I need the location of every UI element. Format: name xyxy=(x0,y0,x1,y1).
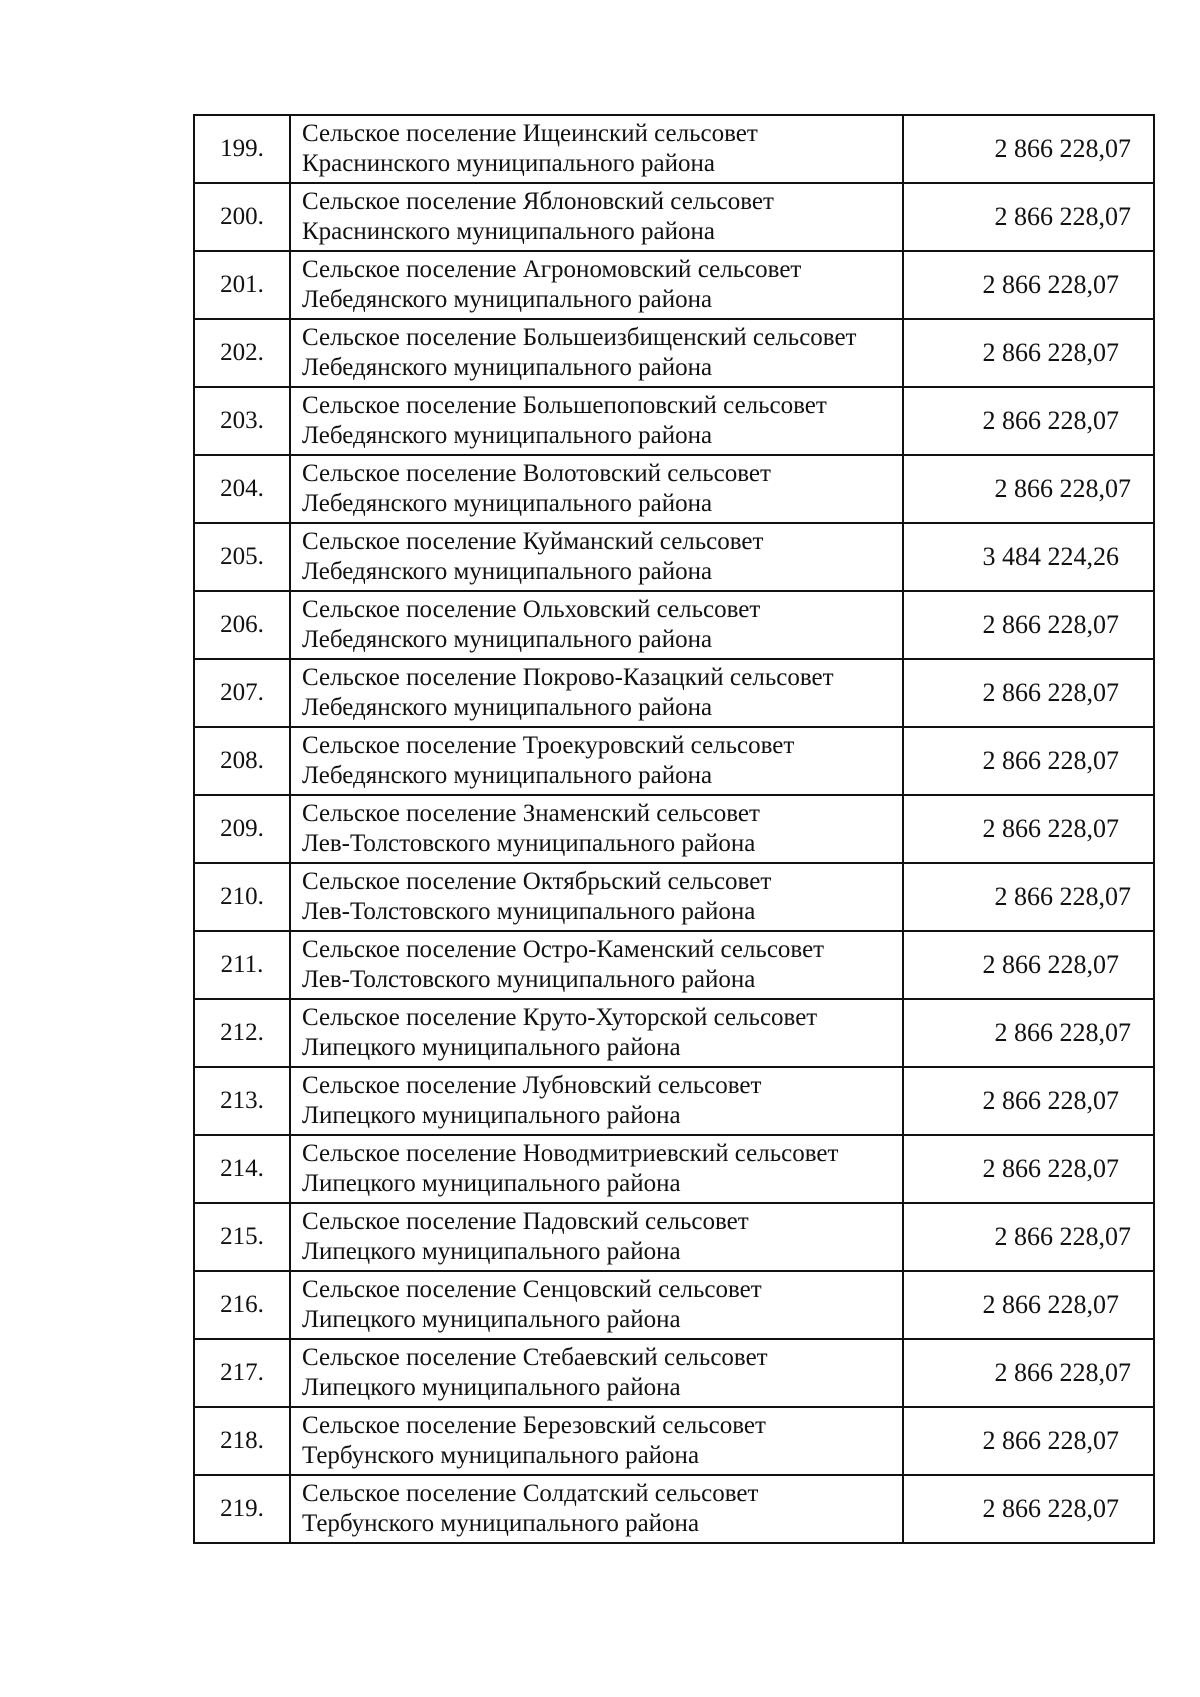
row-number: 216. xyxy=(194,1271,290,1339)
amount-cell: 2 866 228,07 xyxy=(903,183,1154,251)
settlement-district-line2: Лебедянского муниципального района xyxy=(302,490,713,517)
settlement-name-cell xyxy=(290,1067,903,1135)
settlement-name-cell xyxy=(290,1203,903,1271)
settlement-name-cell xyxy=(290,1135,903,1203)
settlement-name-cell xyxy=(290,523,903,591)
table-row xyxy=(194,727,1154,795)
settlement-name-cell xyxy=(290,591,903,659)
table-row xyxy=(194,591,1154,659)
settlement-name-line1: Сельское поселение Березовский сельсовет xyxy=(302,1412,766,1439)
amount-cell: 2 866 228,07 xyxy=(903,727,1154,795)
settlement-district-line2: Лев-Толстовского муниципального района xyxy=(302,898,756,925)
table-row xyxy=(194,1475,1154,1543)
amount-cell: 2 866 228,07 xyxy=(903,999,1154,1067)
row-number: 204. xyxy=(194,455,290,523)
amount-cell: 2 866 228,07 xyxy=(903,455,1154,523)
table-row xyxy=(194,183,1154,251)
settlement-name-cell xyxy=(290,319,903,387)
amount-cell: 2 866 228,07 xyxy=(903,1271,1154,1339)
row-number: 215. xyxy=(194,1203,290,1271)
table-row xyxy=(194,1339,1154,1407)
table-row xyxy=(194,863,1154,931)
table-body xyxy=(194,115,1154,1543)
settlement-district-line2: Липецкого муниципального района xyxy=(302,1374,681,1401)
row-number: 206. xyxy=(194,591,290,659)
settlement-district-line2: Лебедянского муниципального района xyxy=(302,626,713,653)
table-row xyxy=(194,1135,1154,1203)
row-number: 209. xyxy=(194,795,290,863)
settlement-name-cell xyxy=(290,183,903,251)
settlement-name-cell xyxy=(290,455,903,523)
settlement-name-cell xyxy=(290,387,903,455)
table-row xyxy=(194,1271,1154,1339)
amount-cell: 2 866 228,07 xyxy=(903,387,1154,455)
table-row xyxy=(194,999,1154,1067)
row-number: 211. xyxy=(194,931,290,999)
row-number: 205. xyxy=(194,523,290,591)
amount-cell: 2 866 228,07 xyxy=(903,1339,1154,1407)
settlement-district-line2: Лев-Толстовского муниципального района xyxy=(302,966,756,993)
settlement-name-line1: Сельское поселение Покрово-Казацкий сельсовет xyxy=(302,664,834,691)
table-row xyxy=(194,523,1154,591)
settlement-name-line1: Сельское поселение Стебаевский сельсовет xyxy=(302,1344,768,1371)
settlement-name-cell xyxy=(290,251,903,319)
settlement-name-cell xyxy=(290,1407,903,1475)
table-row xyxy=(194,1407,1154,1475)
settlement-district-line2: Липецкого муниципального района xyxy=(302,1306,681,1333)
settlement-district-line2: Лебедянского муниципального района xyxy=(302,354,713,381)
settlement-name-cell xyxy=(290,795,903,863)
amount-cell: 2 866 228,07 xyxy=(903,1407,1154,1475)
settlement-district-line2: Тербунского муниципального района xyxy=(302,1510,700,1537)
settlement-name-cell xyxy=(290,1475,903,1543)
amount-cell: 2 866 228,07 xyxy=(903,319,1154,387)
row-number: 218. xyxy=(194,1407,290,1475)
amount-cell: 2 866 228,07 xyxy=(903,1475,1154,1543)
table-row xyxy=(194,931,1154,999)
row-number: 210. xyxy=(194,863,290,931)
table-row xyxy=(194,795,1154,863)
table-row xyxy=(194,115,1154,183)
row-number: 219. xyxy=(194,1475,290,1543)
settlement-district-line2: Липецкого муниципального района xyxy=(302,1034,681,1061)
settlement-district-line2: Краснинского муниципального района xyxy=(302,150,715,177)
amount-cell: 2 866 228,07 xyxy=(903,1203,1154,1271)
settlement-name-line1: Сельское поселение Волотовский сельсовет xyxy=(302,460,771,487)
settlement-district-line2: Тербунского муниципального района xyxy=(302,1442,700,1469)
amount-cell: 2 866 228,07 xyxy=(903,591,1154,659)
settlement-district-line2: Лебедянского муниципального района xyxy=(302,558,713,585)
settlement-name-line1: Сельское поселение Падовский сельсовет xyxy=(302,1208,749,1235)
settlement-name-line1: Сельское поселение Лубновский сельсовет xyxy=(302,1072,762,1099)
settlement-name-cell xyxy=(290,999,903,1067)
table-row xyxy=(194,1067,1154,1135)
row-number: 214. xyxy=(194,1135,290,1203)
amount-cell: 2 866 228,07 xyxy=(903,659,1154,727)
row-number: 213. xyxy=(194,1067,290,1135)
settlement-name-cell xyxy=(290,931,903,999)
settlement-district-line2: Лебедянского муниципального района xyxy=(302,762,713,789)
settlement-name-line1: Сельское поселение Октябрьский сельсовет xyxy=(302,868,772,895)
row-number: 200. xyxy=(194,183,290,251)
amount-cell: 2 866 228,07 xyxy=(903,863,1154,931)
table-row xyxy=(194,387,1154,455)
settlement-name-line1: Сельское поселение Круто-Хуторской сельсовет xyxy=(302,1004,818,1031)
settlement-name-line1: Сельское поселение Новодмитриевский сельсовет xyxy=(302,1140,839,1167)
settlement-district-line2: Липецкого муниципального района xyxy=(302,1170,681,1197)
settlement-name-line1: Сельское поселение Яблоновский сельсовет xyxy=(302,188,774,215)
row-number: 199. xyxy=(194,115,290,183)
amount-cell: 2 866 228,07 xyxy=(903,115,1154,183)
table-row xyxy=(194,319,1154,387)
settlement-district-line2: Липецкого муниципального района xyxy=(302,1102,681,1129)
row-number: 201. xyxy=(194,251,290,319)
row-number: 217. xyxy=(194,1339,290,1407)
settlement-name-cell xyxy=(290,727,903,795)
settlement-name-cell xyxy=(290,863,903,931)
settlement-name-line1: Сельское поселение Троекуровский сельсовет xyxy=(302,732,795,759)
amount-cell: 3 484 224,26 xyxy=(903,523,1154,591)
settlement-name-cell xyxy=(290,1271,903,1339)
row-number: 207. xyxy=(194,659,290,727)
row-number: 203. xyxy=(194,387,290,455)
table-row xyxy=(194,1203,1154,1271)
amount-cell: 2 866 228,07 xyxy=(903,251,1154,319)
settlement-district-line2: Липецкого муниципального района xyxy=(302,1238,681,1265)
row-number: 208. xyxy=(194,727,290,795)
settlements-allocation-table xyxy=(193,114,1155,1544)
settlement-district-line2: Лебедянского муниципального района xyxy=(302,694,713,721)
settlement-name-line1: Сельское поселение Большеизбищенский сельсовет xyxy=(302,324,857,351)
settlement-name-line1: Сельское поселение Ольховский сельсовет xyxy=(302,596,761,623)
amount-cell: 2 866 228,07 xyxy=(903,1067,1154,1135)
settlement-name-line1: Сельское поселение Сенцовский сельсовет xyxy=(302,1276,762,1303)
settlement-name-cell xyxy=(290,659,903,727)
row-number: 202. xyxy=(194,319,290,387)
table-row xyxy=(194,659,1154,727)
amount-cell: 2 866 228,07 xyxy=(903,1135,1154,1203)
row-number: 212. xyxy=(194,999,290,1067)
settlement-district-line2: Лебедянского муниципального района xyxy=(302,422,713,449)
settlement-name-cell xyxy=(290,115,903,183)
amount-cell: 2 866 228,07 xyxy=(903,931,1154,999)
settlement-district-line2: Лев-Толстовского муниципального района xyxy=(302,830,756,857)
table-row xyxy=(194,251,1154,319)
settlement-name-line1: Сельское поселение Куйманский сельсовет xyxy=(302,528,764,555)
table-row xyxy=(194,455,1154,523)
settlement-name-line1: Сельское поселение Знаменский сельсовет xyxy=(302,800,760,827)
settlement-name-cell xyxy=(290,1339,903,1407)
settlement-name-line1: Сельское поселение Большепоповский сельсовет xyxy=(302,392,827,419)
settlement-name-line1: Сельское поселение Солдатский сельсовет xyxy=(302,1480,759,1507)
amount-cell: 2 866 228,07 xyxy=(903,795,1154,863)
settlement-district-line2: Краснинского муниципального района xyxy=(302,218,715,245)
settlement-name-line1: Сельское поселение Агрономовский сельсовет xyxy=(302,256,802,283)
settlement-name-line1: Сельское поселение Ищеинский сельсовет xyxy=(302,120,758,147)
settlement-district-line2: Лебедянского муниципального района xyxy=(302,286,713,313)
settlement-name-line1: Сельское поселение Остро-Каменский сельсовет xyxy=(302,936,825,963)
